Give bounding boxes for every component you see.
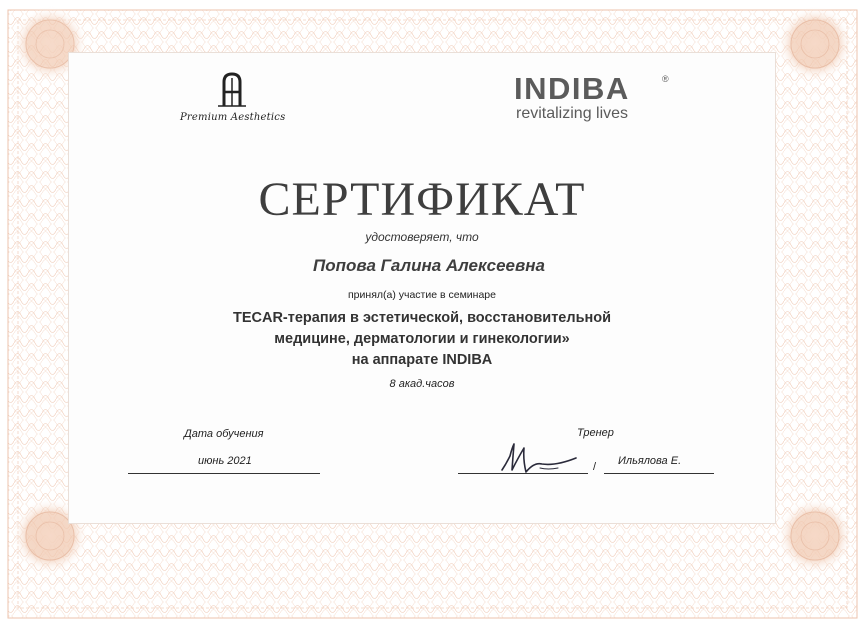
- participation-text: принял(а) участие в семинаре: [348, 289, 496, 301]
- corner-rosette-bottom-right: [777, 498, 853, 574]
- training-date-value: июнь 2021: [198, 455, 252, 467]
- premium-aesthetics-logo: [180, 72, 284, 128]
- certifies-text: удостоверяет, что: [365, 230, 479, 244]
- seminar-title-line: медицине, дерматологии и гинекологии»: [274, 331, 570, 347]
- indiba-wordmark: INDIBA: [514, 71, 630, 106]
- signature-underline: [458, 473, 588, 474]
- recipient-name: Попова Галина Алексеевна: [313, 256, 545, 275]
- certificate-title: СЕРТИФИКАТ: [258, 173, 586, 226]
- trainer-name-underline: [604, 473, 714, 474]
- seminar-title-line: TECAR-терапия в эстетической, восстановительной: [232, 310, 612, 326]
- training-date-label: Дата обучения: [184, 428, 264, 440]
- premium-aesthetics-wordmark: Premium Aesthetics: [180, 112, 286, 123]
- trainer-label: Тренер: [577, 427, 614, 439]
- indiba-logo: [514, 72, 684, 128]
- indiba-tagline: revitalizing lives: [516, 105, 629, 122]
- academic-hours: 8 акад.часов: [389, 378, 455, 390]
- date-underline: [128, 473, 320, 474]
- trainer-separator: /: [593, 461, 597, 473]
- seminar-title-line: на аппарате INDIBA: [351, 352, 493, 368]
- premium-aesthetics-emblem-icon: [216, 72, 248, 108]
- corner-rosette-top-right: [777, 6, 853, 82]
- registered-trademark-icon: ®: [662, 74, 669, 84]
- trainer-signature: [496, 434, 580, 478]
- trainer-name: Ильялова Е.: [618, 455, 682, 467]
